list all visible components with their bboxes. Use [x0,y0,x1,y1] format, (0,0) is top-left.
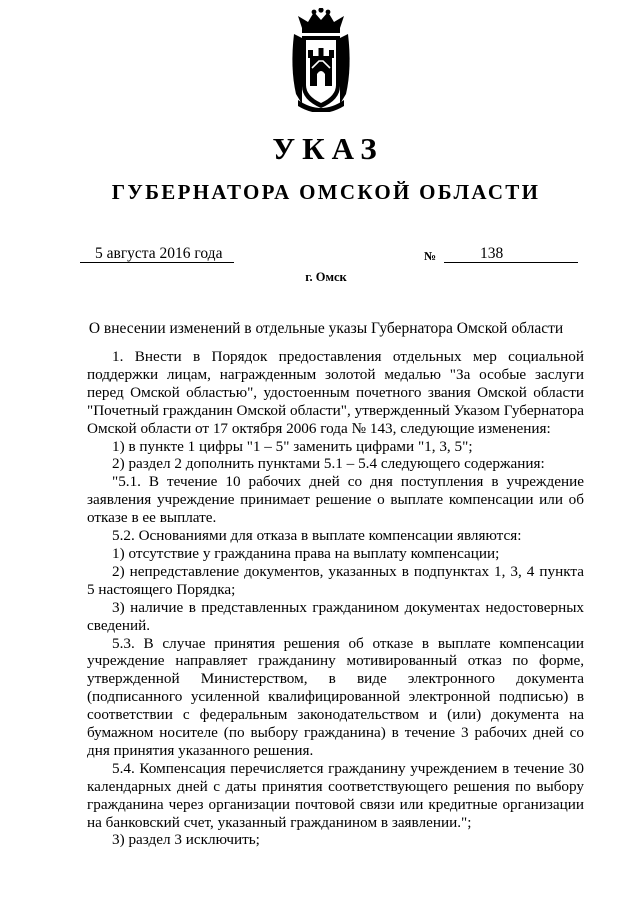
number-label: № [424,249,437,263]
city-name: г. Омск [305,270,347,284]
paragraph: 3) наличие в представленных гражданином документах недостоверных сведений. [87,598,584,634]
decree-title: УКАЗ [272,131,384,166]
document-body [87,348,584,849]
paragraph: 5.3. В случае принятия решения об отказе в выплате компенсации учреждение направляет гражданину мотивированный отказ по форме, утвержденной Министерством, в виде электронного документа (подписанного усиленной квалифицированной электронной подписью) в соответствии с федеральным законодательством и (или) документа на бумажном носителе (по выбору гражданина) в течение 3 рабочих дней со дня принятия указанного решения. [87,634,584,759]
paragraph: 2) непредставление документов, указанных в подпунктах 1, 3, 4 пункта 5 настоящего Порядка; [87,562,584,598]
paragraph: 5.2. Основаниями для отказа в выплате компенсации являются: [112,527,522,545]
coat-of-arms-emblem [288,8,354,112]
paragraph: "5.1. В течение 10 рабочих дней со дня поступления в учреждение заявления учреждение принимает решение о выплате компенсации или об отказе в ее выплате. [87,473,584,527]
paragraph: 3) раздел 3 исключить; [112,831,260,849]
paragraph: 1) отсутствие у гражданина права на выплату компенсации; [112,544,500,562]
paragraph: 5.4. Компенсация перечисляется гражданину учреждением в течение 30 календарных дней с даты принятия соответствующего решения по выбору гражданина через организации почтовой связи или кредитные организации на банковский счет, указанный гражданином в заявлении."; [87,759,584,831]
paragraph: 1) в пункте 1 цифры "1 – 5" заменить цифрами "1, 3, 5"; [112,437,473,455]
decree-number: 138 [480,245,504,262]
decree-date: 5 августа 2016 года [80,245,234,263]
paragraph: 2) раздел 2 дополнить пунктами 5.1 – 5.4 следующего содержания: [112,455,545,473]
number-underline [444,245,578,263]
paragraph: 1. Внести в Порядок предоставления отдельных мер социальной поддержки лицам, награжденным золотой медалью "За особые заслуги перед Омской областью", удостоенным почетного звания Омской области "Почетный гражданин Омской области", утвержденный Указом Губернатора Омской области от 17 октября 2006 года № 143, следующие изменения: [87,348,584,437]
document-heading: О внесении изменений в отдельные указы Губернатора Омской области [88,320,564,337]
decree-issuer: ГУБЕРНАТОРА ОМСКОЙ ОБЛАСТИ [111,180,541,204]
